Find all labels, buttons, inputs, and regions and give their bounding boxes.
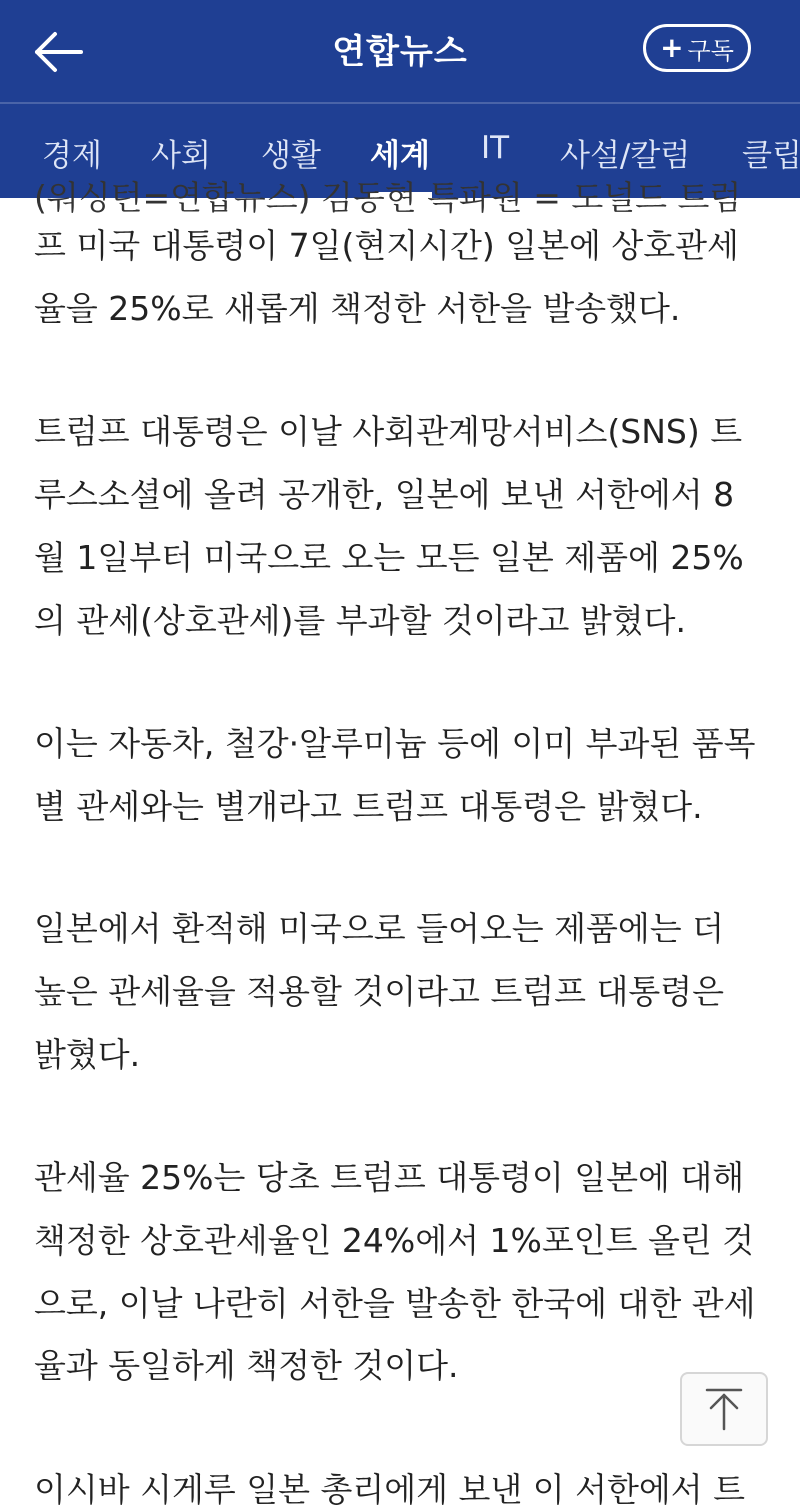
tab-clip[interactable]: 클립 [742, 138, 802, 174]
top-app-bar [0, 0, 800, 102]
article-line: 관세율 25%는 당초 트럼프 대통령이 일본에 대해 [34, 1158, 745, 1197]
arrow-up-to-top-icon [704, 1387, 744, 1431]
article-line: 일본에서 환적해 미국으로 들어오는 제품에는 더 [34, 909, 725, 948]
article-line: 으로, 이날 나란히 서한을 발송한 한국에 대한 관세 [34, 1284, 756, 1323]
scroll-to-top-button[interactable] [680, 1372, 768, 1446]
article-line: 밝혔다. [34, 1035, 141, 1074]
tab-economy[interactable]: 경제 [42, 138, 102, 174]
article-line: 루스소셜에 올려 공개한, 일본에 보낸 서한에서 8 [34, 475, 735, 514]
subscribe-label: 구독 [687, 36, 734, 65]
tab-life[interactable]: 생활 [261, 138, 321, 174]
tab-editorial-column[interactable]: 사설/칼럼 [560, 138, 691, 174]
article-line: 높은 관세율을 적용할 것이라고 트럼프 대통령은 [34, 972, 725, 1011]
article-line: 의 관세(상호관세)를 부과할 것이라고 밝혔다. [34, 601, 687, 640]
article-line: 이시바 시게루 일본 총리에게 보낸 이 서한에서 트 [34, 1470, 745, 1509]
tab-society[interactable]: 사회 [151, 138, 211, 174]
tab-world[interactable]: 세계 [370, 138, 430, 174]
article-line: 프 미국 대통령이 7일(현지시간) 일본에 상호관세 [34, 226, 739, 265]
article-line: 이는 자동차, 철강·알루미늄 등에 이미 부과된 품목 [34, 724, 756, 763]
plus-icon: + [660, 31, 684, 64]
article-line: 책정한 상호관세율인 24%에서 1%포인트 올린 것 [34, 1221, 755, 1260]
article-line: 월 1일부터 미국으로 오는 모든 일본 제품에 25% [34, 538, 744, 577]
article-line: 율을 25%로 새롭게 책정한 서한을 발송했다. [34, 289, 681, 328]
article-line: 율과 동일하게 책정한 것이다. [34, 1346, 459, 1385]
subscribe-button[interactable] [643, 24, 751, 72]
app-title: 연합뉴스 [332, 32, 468, 72]
article-line: 별 관세와는 별개라고 트럼프 대통령은 밝혔다. [34, 787, 703, 826]
article-body [0, 178, 800, 1509]
tab-it[interactable]: IT [481, 130, 510, 166]
article-line: (워싱턴=연합뉴스) 김동현 특파원 = 도널드 트럼 [34, 178, 742, 217]
article-line: 트럼프 대통령은 이날 사회관계망서비스(SNS) 트 [34, 412, 743, 451]
